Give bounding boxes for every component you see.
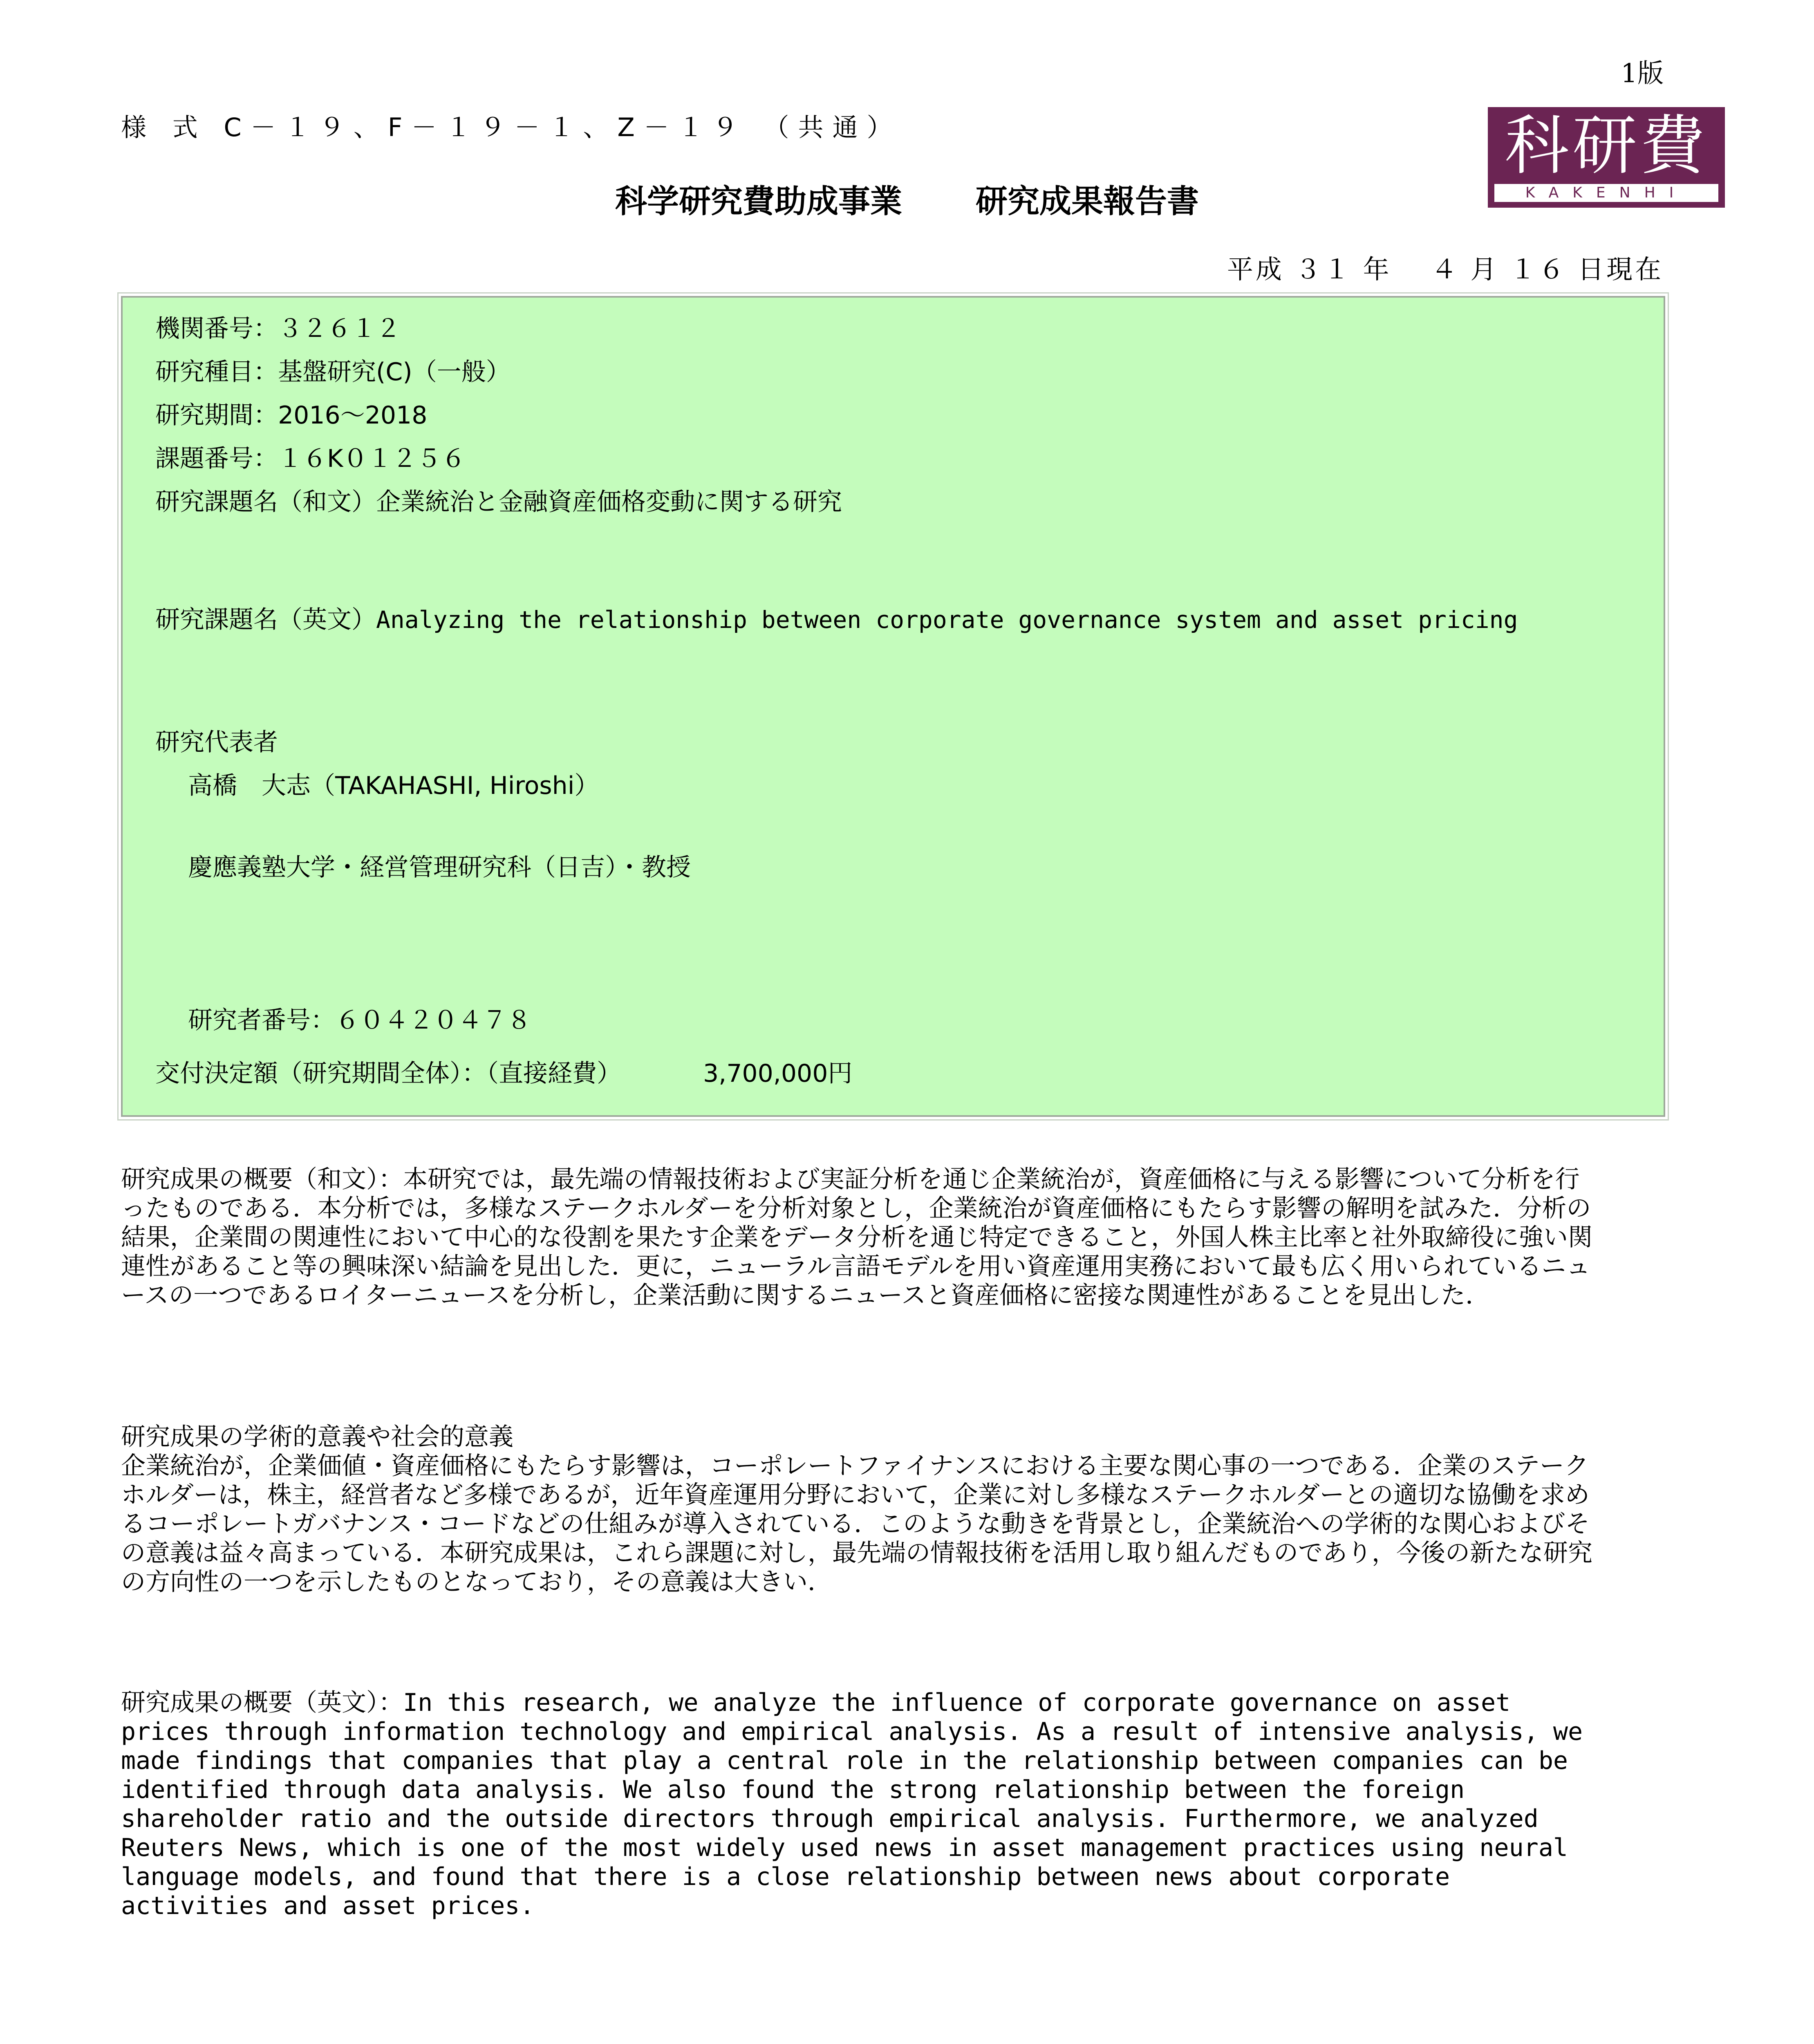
summary-en [121, 1688, 1598, 1921]
project-title-ja: 研究課題名（和文）企業統治と金融資産価格変動に関する研究 [155, 488, 842, 516]
project-title-en [155, 600, 1518, 635]
grant-amount-value: 3,700,000円 [703, 1059, 853, 1088]
research-period: 研究期間：2016～2018 [155, 401, 428, 430]
title-report: 研究成果報告書 [976, 183, 1199, 220]
version-label: 1版 [1621, 58, 1664, 89]
org-number: 機関番号：３２６１２ [155, 314, 401, 343]
grant-amount-label: 交付決定額（研究期間全体）：（直接経費） [155, 1059, 621, 1088]
project-title-en-text: Analyzing the relationship between corporate governance system and asset pricing [376, 606, 1518, 634]
research-category: 研究種目：基盤研究(C)（一般） [155, 358, 511, 386]
report-date: 平成 ３１ 年 ４ 月 １６ 日現在 [1227, 255, 1664, 285]
title-program: 科学研究費助成事業 [615, 183, 902, 220]
grant-amount [155, 1054, 852, 1089]
summary-en-text: In this research, we analyze the influence of corporate governance on asset prices through information technology and empirical analysis. As a result of intensive analysis, we made findings that companies that play a central role in the relationship between companies can be identified through data analysis. We also found the strong relationship between the foreign shareholder ratio and the outside directors through empirical analysis. Furthermore, we analyzed Reuters News, which is one of the most widely used news in asset management practices using neural language models, and found that there is a close relationship between news about corporate activities and asset prices. [121, 1688, 1598, 1920]
affiliation: 慶應義塾大学・経営管理研究科（日吉）・教授 [188, 853, 691, 882]
summary-ja: 研究成果の概要（和文）：本研究では，最先端の情報技術および実証分析を通じ企業統治が，資産価格に与える影響について分析を行ったものである．本分析では，多様なステークホルダーを分析対象とし，企業統治が資産価格にもたらす影響の解明を試みた．分析の結果，企業間の関連性において中心的な役割を果たす企業をデータ分析を通じ特定できること，外国人株主比率と社外取締役に強い関連性があること等の興味深い結論を見出した．更に，ニューラル言語モデルを用い資産運用実務において最も広く用いられているニュースの一つであるロイターニュースを分析し，企業活動に関するニュースと資産価格に密接な関連性があることを見出した． [121, 1165, 1592, 1310]
page-title [0, 176, 1814, 222]
project-title-en-label: 研究課題名（英文） [155, 605, 376, 634]
project-info-box [121, 296, 1665, 1117]
logo-sub-text: KAKENHI [1494, 184, 1718, 202]
representative-label: 研究代表者 [155, 728, 278, 757]
significance-text: 企業統治が，企業価値・資産価格にもたらす影響は，コーポレートファイナンスにおける主要な関心事の一つである．企業のステークホルダーは，株主，経営者など多様であるが，近年資産運用分野において，企業に対し多様なステークホルダーとの適切な協働を求めるコーポレートガバナンス・コードなどの仕組みが導入されている．このような動きを背景とし，企業統治への学術的な関心およびその意義は益々高まっている．本研究成果は，これら課題に対し，最先端の情報技術を活用し取り組んだものであり，今後の新たな研究の方向性の一つを示したものとなっており，その意義は大きい． [121, 1452, 1592, 1596]
representative-name: 高橋 大志（TAKAHASHI, Hiroshi） [188, 771, 599, 800]
logo-main-text: 科研費 [1505, 108, 1708, 184]
summary-en-label: 研究成果の概要（英文）： [121, 1688, 403, 1717]
significance-section [121, 1423, 1592, 1597]
significance-heading: 研究成果の学術的意義や社会的意義 [121, 1423, 513, 1451]
project-number: 課題番号：１６K０１２５６ [155, 444, 466, 473]
form-id: 様 式 C－１９、F－１９－１、Z－１９ （共通） [121, 112, 901, 142]
researcher-number: 研究者番号：６０４２０４７８ [188, 1006, 531, 1035]
